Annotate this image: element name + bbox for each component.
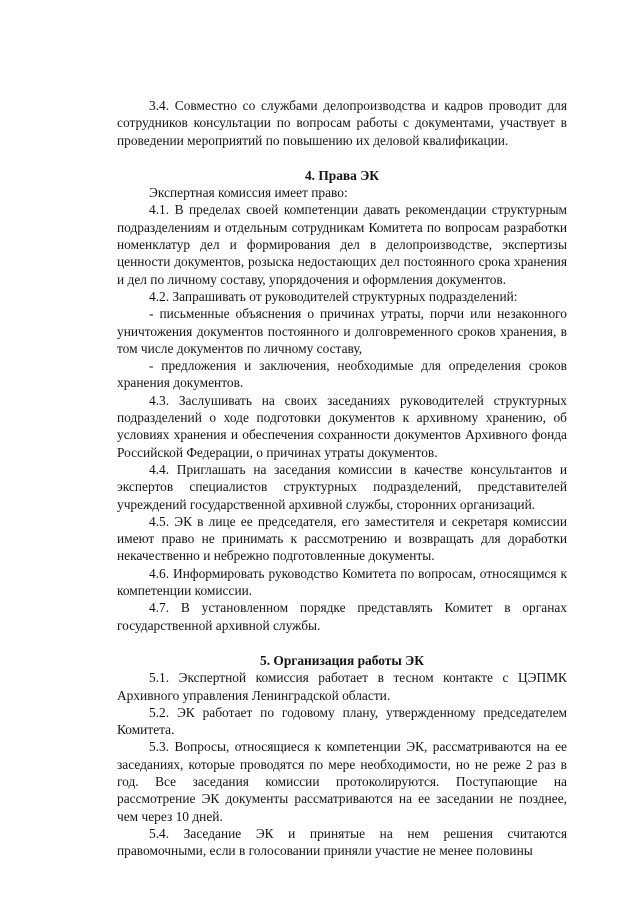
paragraph-4-1: 4.1. В пределах своей компетенции давать рекомендации структурным подразделениям и отдельным сотрудникам Комитета по вопросам разработки номенклатур дел и формирования дел в делопроизводстве, экспертизы ценности документов, розыска недостающих дел постоянного срока хранения и дел по личному составу, упорядочения и оформления документов. bbox=[117, 202, 567, 287]
paragraph-4-2: 4.2. Запрашивать от руководителей структурных подразделений: bbox=[149, 288, 518, 304]
paragraph-5-2: 5.2. ЭК работает по годовому плану, утвержденному председателем Комитета. bbox=[117, 704, 567, 738]
section-4-intro: Экспертная комиссия имеет право: bbox=[149, 185, 348, 201]
paragraph-4-4: 4.4. Приглашать на заседания комиссии в качестве консультантов и экспертов специалистов структурных подразделений, представителей учреждений государственной архивной службы, сторонних организаций. bbox=[117, 461, 567, 512]
document-page bbox=[117, 97, 567, 859]
paragraph-4-5: 4.5. ЭК в лице ее председателя, его заместителя и секретаря комиссии имеют право не принимать к рассмотрению и возвращать для доработки некачественно и небрежно подготовленные документы. bbox=[117, 513, 567, 564]
section-4-heading: 4. Права ЭК bbox=[304, 167, 379, 183]
paragraph-4-2-item-1: - письменные объяснения о причинах утраты, порчи или незаконного уничтожения документов постоянного и долговременного сроков хранения, в том числе документов по личному составу, bbox=[117, 306, 567, 356]
paragraph-4-7: 4.7. В установленном порядке представлять Комитет в органах государственной архивной службы. bbox=[117, 600, 567, 633]
paragraph-3-4: 3.4. Совместно со службами делопроизводства и кадров проводит для сотрудников консультации по вопросам работы с документами, участвует в проведении мероприятий по повышению их деловой квалификации. bbox=[117, 98, 567, 148]
paragraph-4-2-item-2: - предложения и заключения, необходимые для определения сроков хранения документов. bbox=[117, 358, 567, 391]
paragraph-4-3: 4.3. Заслушивать на своих заседаниях руководителей структурных подразделений о ходе подготовки документов к архивному хранению, об условиях хранения и обеспечения сохранности документов Архивного фонда Российской Федерации, о причинах утраты документов. bbox=[117, 392, 567, 460]
paragraph-5-1: 5.1. Экспертной комиссия работает в тесном контакте с ЦЭПМК Архивного управления Ленинградской области. bbox=[117, 670, 567, 703]
paragraph-5-4: 5.4. Заседание ЭК и принятые на нем решения считаются правомочными, если в голосовании приняли участие не менее половины bbox=[117, 825, 567, 859]
paragraph-5-3: 5.3. Вопросы, относящиеся к компетенции ЭК, рассматриваются на ее заседаниях, которые проводятся по мере необходимости, но не реже 2 раз в год. Все заседания комиссии протоколируются. Поступающие на рассмотрение ЭК документы рассматриваются на ее заседании не позднее, чем через 10 дней. bbox=[117, 739, 567, 824]
section-5-heading: 5. Организация работы ЭК bbox=[260, 652, 424, 668]
paragraph-4-6: 4.6. Информировать руководство Комитета по вопросам, относящимся к компетенции комиссии. bbox=[117, 565, 567, 599]
